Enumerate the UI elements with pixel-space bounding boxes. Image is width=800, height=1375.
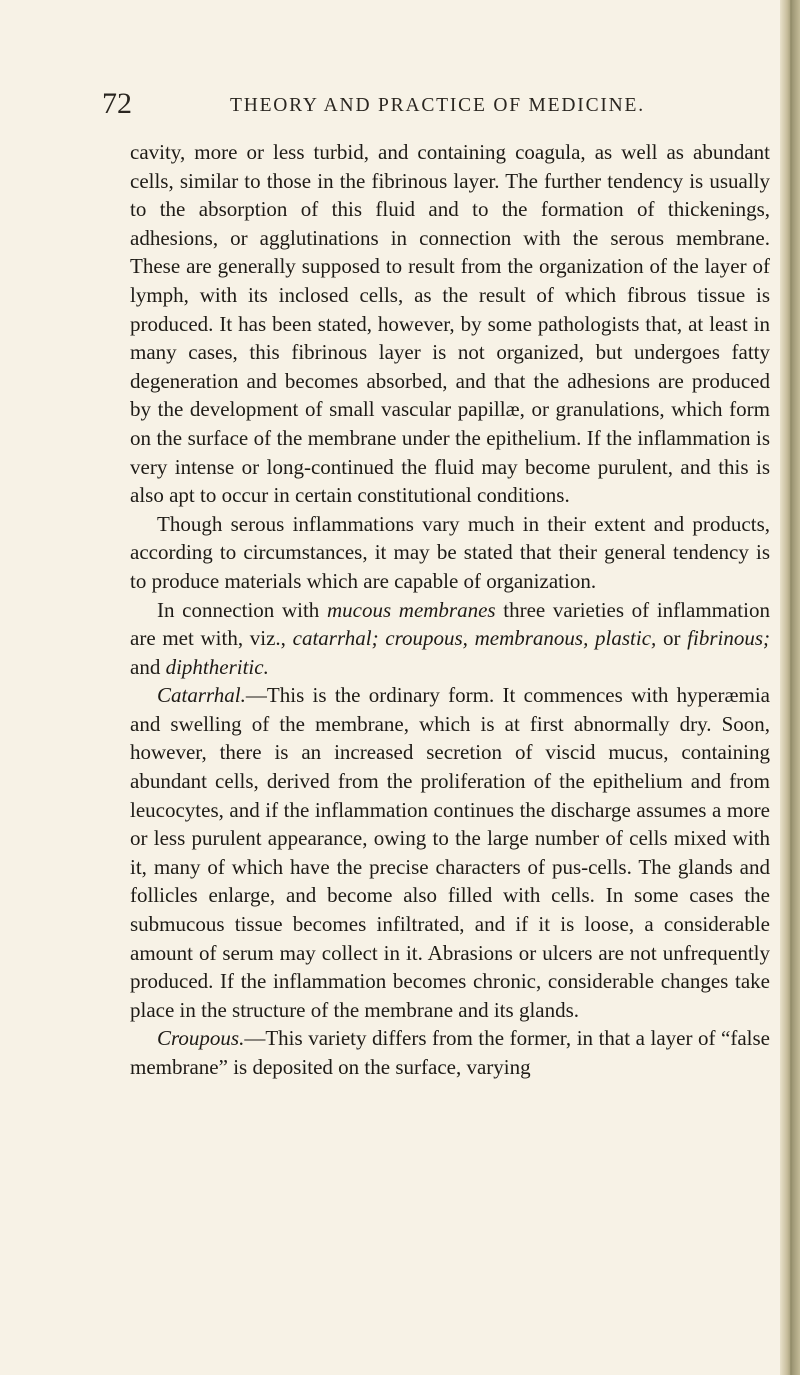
page-number: 72 <box>102 87 132 120</box>
italic-text: catarrhal; croupous, membranous, plastic, <box>292 626 657 651</box>
text-run: —This variety differs from the former, in that a layer of “false membrane” is deposited on the surface, varying <box>130 1026 770 1079</box>
text-run: —This is the ordinary form. It commences with hyperæmia and swelling of the membrane, which is at first abnormally dry. Soon, however, there is an increased secretion of viscid mucus, containing abundant cells, derived from the proliferation of the epithelium and from leucocytes, and if the inflammation continues the discharge assumes a more or less purulent appearance, owing to the large number of cells mixed with it, many of which have the precise characters of pus-cells. The glands and follicles enlarge, and become also filled with cells. In some cases the submucous tissue becomes infiltrated, and if it is loose, a considerable amount of serum may collect in it. Abrasions or ulcers are not unfrequently produced. If the inflammation becomes chronic, considerable changes take place in the structure of the membrane and its glands. <box>130 683 770 1022</box>
paragraph <box>130 138 770 510</box>
page-header <box>102 84 752 124</box>
paragraph <box>130 1024 770 1081</box>
text-run: three varieties of inflammation are met with, viz., <box>130 597 770 651</box>
italic-text: Croupous. <box>157 1026 245 1051</box>
italic-text: diphtheritic. <box>165 654 269 679</box>
paragraph <box>130 510 770 596</box>
paragraph <box>130 596 770 682</box>
book-edge <box>780 0 800 1375</box>
text-run: cavity, more or less turbid, and containing coagula, as well as abundant cells, similar to those in the fibrinous layer. The further tendency is usually to the absorption of this fluid and to the formation of thickenings, adhesions, or agglutinations in connection with the serous membrane. These are generally supposed to result from the organization of the layer of lymph, with its inclosed cells, as the result of which fibrous tissue is produced. It has been stated, however, by some pathologists that, at least in many cases, this fibrinous layer is not organized, but undergoes fatty degeneration and becomes absorbed, and that the adhesions are produced by the development of small vascular papillæ, or granulations, which form on the surface of the membrane under the epithelium. If the inflammation is very intense or long-continued the fluid may become purulent, and this is also apt to occur in certain constitutional conditions. <box>130 140 770 508</box>
text-run: and <box>130 654 166 679</box>
italic-text: Catarrhal. <box>157 683 246 708</box>
paragraph <box>130 681 770 1024</box>
italic-text: fibrinous; <box>687 626 770 651</box>
text-run: or <box>656 626 688 651</box>
text-run: Though serous inflammations vary much in their extent and products, according to circumstances, it may be stated that their general tendency is to produce materials which are capable of organization. <box>130 511 770 593</box>
body-text <box>130 138 770 1082</box>
running-title: THEORY AND PRACTICE OF MEDICINE. <box>230 95 645 116</box>
text-run: In connection with <box>157 597 327 622</box>
italic-text: mucous membranes <box>326 597 496 622</box>
